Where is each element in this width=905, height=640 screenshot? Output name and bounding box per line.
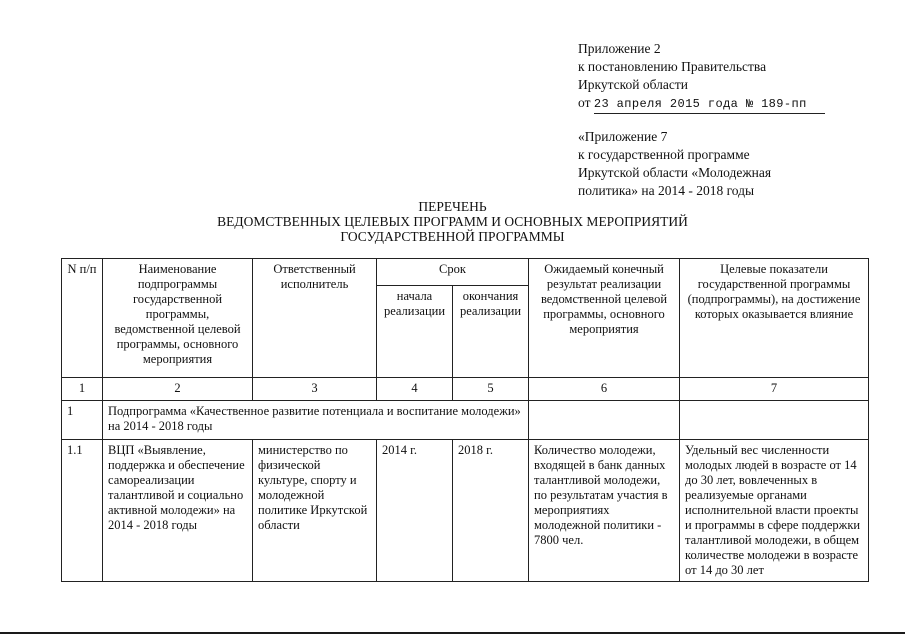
document-title xyxy=(0,199,905,244)
appendix-line: политика» на 2014 - 2018 годы xyxy=(578,183,755,198)
approval-line: Иркутской области xyxy=(578,77,689,92)
header-term-end: окончания реализации xyxy=(453,286,529,378)
appendix-line: «Приложение 7 xyxy=(578,129,668,144)
approval-date-line xyxy=(578,94,825,114)
index-cell: 3 xyxy=(253,378,377,401)
programs-table xyxy=(61,258,869,582)
index-cell: 1 xyxy=(62,378,103,401)
row-num: 1.1 xyxy=(62,440,103,582)
header-executor: Ответственный исполнитель xyxy=(253,259,377,378)
approval-date: 23 апреля 2015 года № 189-пп xyxy=(594,95,825,114)
index-cell: 7 xyxy=(680,378,869,401)
appendix-header xyxy=(578,128,771,200)
approval-header xyxy=(578,40,825,114)
table-header-row xyxy=(62,259,869,286)
approval-line: Приложение 2 xyxy=(578,41,661,56)
index-cell: 2 xyxy=(103,378,253,401)
row-name: ВЦП «Выявление, поддержка и обеспечение самореализации талантливой и социально активной молодежи» на 2014 - 2018 годы xyxy=(103,440,253,582)
header-result: Ожидаемый конечный результат реализации ведомственной целевой программы, основного мероприятия xyxy=(529,259,680,378)
title-line-1: ПЕРЕЧЕНЬ xyxy=(418,199,487,214)
appendix-line: Иркутской области «Молодежная xyxy=(578,165,772,180)
subprogram-num: 1 xyxy=(62,401,103,440)
table-index-row xyxy=(62,378,869,401)
table-row xyxy=(62,440,869,582)
header-term-start: начала реализации xyxy=(377,286,453,378)
row-end: 2018 г. xyxy=(453,440,529,582)
approval-line: к постановлению Правительства xyxy=(578,59,767,74)
appendix-line: к государственной программе xyxy=(578,147,750,162)
header-name: Наименование подпрограммы государственной программы, ведомственной целевой программы, основного мероприятия xyxy=(103,259,253,378)
empty-cell xyxy=(529,401,680,440)
row-start: 2014 г. xyxy=(377,440,453,582)
row-indicator: Удельный вес численности молодых людей в возрасте от 14 до 30 лет, вовлеченных в реализуемые органами исполнительной власти проекты и программы в сфере поддержки талантливой молодежи, в общем количестве молодежи в возрасте от 14 до 30 лет xyxy=(680,440,869,582)
table-subprogram-row xyxy=(62,401,869,440)
row-result: Количество молодежи, входящей в банк данных талантливой молодежи, по результатам участия в мероприятиях молодежной политики - 7800 чел. xyxy=(529,440,680,582)
index-cell: 6 xyxy=(529,378,680,401)
scan-bottom-edge xyxy=(0,632,905,634)
header-indicators: Целевые показатели государственной программы (подпрограммы), на достижение которых оказывается влияние xyxy=(680,259,869,378)
title-line-3: ГОСУДАРСТВЕННОЙ ПРОГРАММЫ xyxy=(340,229,565,244)
header-term: Срок xyxy=(377,259,529,286)
empty-cell xyxy=(680,401,869,440)
subprogram-title: Подпрограмма «Качественное развитие потенциала и воспитание молодежи» на 2014 - 2018 годы xyxy=(103,401,529,440)
header-num: N п/п xyxy=(62,259,103,378)
index-cell: 4 xyxy=(377,378,453,401)
index-cell: 5 xyxy=(453,378,529,401)
date-prefix: от xyxy=(578,95,591,110)
row-executor: министерство по физической культуре, спорту и молодежной политике Иркутской области xyxy=(253,440,377,582)
title-line-2: ВЕДОМСТВЕННЫХ ЦЕЛЕВЫХ ПРОГРАММ И ОСНОВНЫХ МЕРОПРИЯТИЙ xyxy=(217,214,688,229)
